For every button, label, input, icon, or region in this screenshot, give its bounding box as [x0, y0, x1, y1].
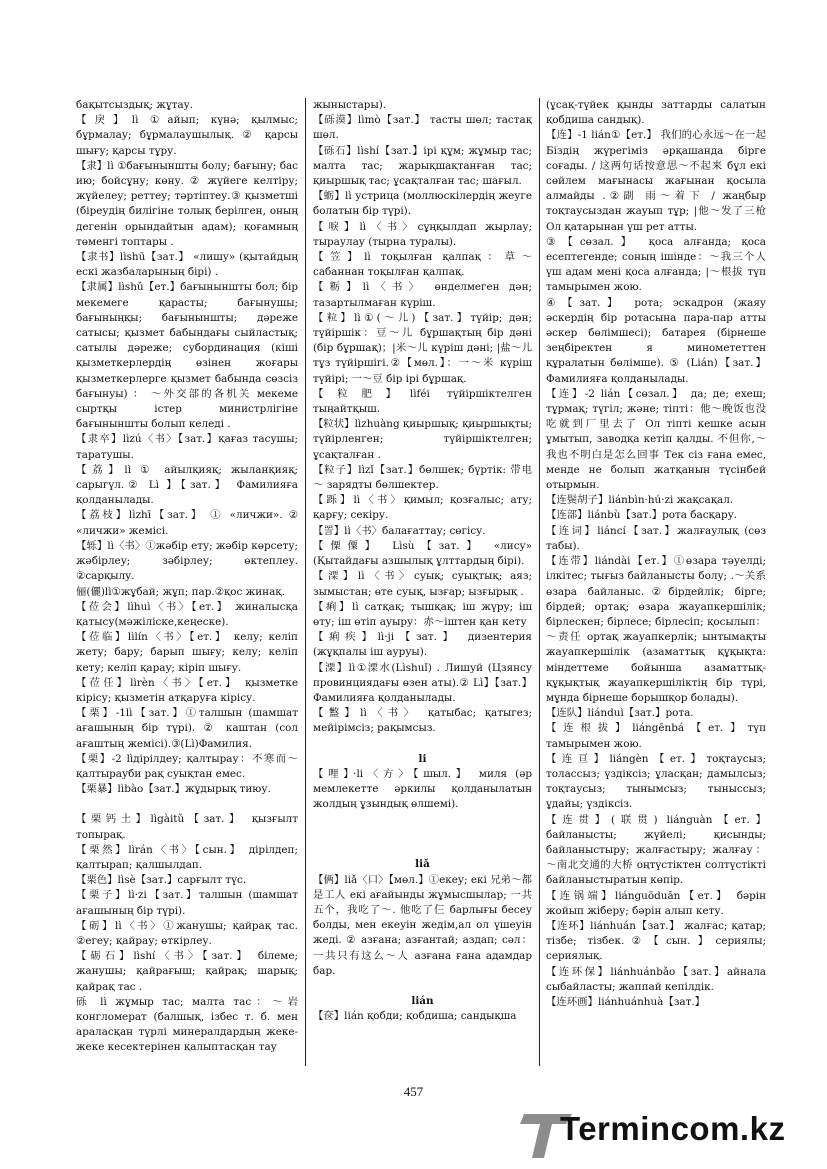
dictionary-entry: 【砺石】lìshí〈书〉【зат.】 білеме; жанушы; қайрағыш; қайрақ; шарық; қайрақ тас .: [76, 950, 298, 993]
dictionary-column-2: [313, 98, 532, 1064]
dictionary-entry: 【莅任】lìrèn〈书〉【ет.】 қызметке кірісу; қызметін атқаруға кірісу.: [76, 676, 298, 704]
blank-line: [76, 797, 298, 812]
section-heading: liǎ: [415, 858, 430, 871]
dictionary-entry: 【栗然】lìrán〈书〉【сын.】 дірілдеп; қалтырап; қалшылдап.: [76, 843, 298, 871]
dictionary-entry: 【连贯】(联贯) liánguàn【ет.】 байланысты; жүйелі; қисынды; байланыстыру; жалғастыру; жалғау：～南北交通的大桥 оңтүстіктен солтүстікті байланыстыратын көпір.: [546, 813, 766, 887]
dictionary-entry: 【连队】liánduì【зат.】рота.: [546, 707, 694, 720]
dictionary-entry: 【连根拔】liángēnbá【ет.】түп тамырымен жою.: [546, 722, 766, 750]
dictionary-column-1: [76, 98, 298, 1064]
dictionary-entry: 【詈】lì〈书〉балағаттау; сөгісу.: [313, 524, 486, 537]
dictionary-entry: 【连带】liándài【ет.】①өзара тәуелді; ілкітес; тығыз байланысты болу; .～关系 өзара байланыс.②бірдейлік; бірге; бірдей; ортақ; өзара жауапкершілік; бірлескен; бірлесе; бірлесіп; қосылып：～责任 ортақ жауапкерлік; ынтымақты жауапкершілік (азаматтық құқықта: міндеттеме бойынша азаматтық-құқықтық жауапкершіліктің бір түрі, мұнда бірнеше борышқор болады).: [546, 555, 766, 704]
dictionary-entry: 【俩】liǎ〈口〉【мөл.】①екеу; екі 兄弟～都是工人 екі ағайынды жұмысшылар; 一共五个，我吃了～. 他吃了仨 барлығы бесеу болды, мен екеуін жедім,ал ол үшеуін жеді. ② азғана; азғантай; аздап; сәл：一共只有这么～人 азғана ғана адамдар бар.: [313, 873, 532, 977]
blank-line: [313, 979, 532, 994]
dictionary-entry: 【莅临】lìlín〈书〉【ет.】 келу; келіп жету; бару; барып шығу; келу; келіп кету; келіп қарау; кіріп шығу.: [76, 631, 298, 674]
dictionary-entry: 【栗暴】lìbào【зат.】жұдырық тиюу.: [76, 783, 271, 796]
dictionary-entry: ③【сөзал.】 қоса алғанда; қоса есептегенде; соның ішінде：～我三个人 үш адам мені қоса алғанда; |～根拔 түп тамырымен жою.: [546, 235, 766, 294]
dictionary-entry: 【溧】lì〈书〉суық; суықтық; аяз; зымыстан; өте суық, ызғар; ызғырық .: [313, 570, 532, 598]
dictionary-entry: 【轹】lì〈书〉①жәбір ету; жәбір көрсету; жәбірлеу; зәбірлеу; өктеплеу. ②сарқылу.: [76, 539, 298, 583]
dictionary-entry: ④【зат.】 рота; эскадрон (жаяу әскердің бір ротасына пара-пар атты әскер бөлімшесі); батарея (бірнеше зеңбіректен я миномететтен құралатын бөлімше). ⑤ (Lián)【зат.】 Фамилияға қолданылады.: [546, 296, 766, 385]
dictionary-entry: 砾 lì жұмыр тас; малта тас：～岩 конгломерат (балшық, ізбес т. б. мен араласқан түрлі минералдардың жеке-жеке кесектерінен қалыптасқан тау: [76, 995, 298, 1054]
dictionary-entry: жыныстары).: [313, 99, 387, 111]
dictionary-entry: 【荔】lì ① айылқияқ; жыланқияқ; сарыгүл.② Lì 】【зат.】 Фамилияға қолданылады.: [76, 463, 298, 507]
dictionary-entry: 【连】-2 lián【сөзал.】 да; де; ехеш; тұрмақ; түгіл; және; тіпті：他～晚饭也没吃就到厂里去了 Ол тіпті кешке асын ұмытып, заводқа кетіп қалды. 不但你,～我也不明白是怎么回事 Тек сіз ғана емес, менде не болып жатқанын түсінбей отырмын.: [546, 387, 766, 492]
dictionary-entry: 【哩】·li〈方〉【шыл.】 миля (әр мемлекетте әркилы қолданылатын жолдың ұзындық өлшемі).: [313, 767, 532, 811]
dictionary-entry: 【荔枝】lìzhī【зат.】 ① «личжи». ② «личжи» жемісі.: [76, 509, 298, 537]
dictionary-entry: 【笠】lì тоқылған қалпақ：草～ сабаннан тоқылған қалпақ.: [313, 251, 532, 279]
dictionary-entry: 【连鬓胡子】liánbìn·hú·zi жақсақал.: [546, 494, 734, 507]
dictionary-entry: 【痢疾】lì·ji【зат.】 дизентерия (жұқпалы іш ауруы).: [313, 631, 532, 659]
dictionary-entry: 【粒】lì①(～儿)【зат.】түйір; дән; түйіршік：豆～儿 бұршақтың бір дәні (бір бұршақ)；|米～儿 күріш дәні; |盐～儿 тұз түйіршігі.②【мөл.】：一～米 күріш түйірі; 一～豆 бір ірі бұршақ.: [313, 311, 532, 385]
dictionary-entry: 【连亘】liángèn【ет.】тоқтаусыз; толассыз; үздіксіз; ұласқан; дамылсыз; тоқтаусыз; тынымсыз; тыныссыз; ұдайы; үздіксіз.: [546, 752, 766, 811]
section-heading: li: [418, 752, 427, 765]
dictionary-entry: 【唳】lì〈书〉сұңқылдап жырлау; тыраулау (тырна туралы).: [313, 220, 532, 248]
dictionary-entry: 【连锅端】liánguōduān【ет.】 бәрін жойып жіберу; бәрін алып кету.: [546, 889, 766, 917]
dictionary-entry: 【连】-1 lián①【ет.】 我们的心永远～在一起 Біздің жүрегіміз әрқашанда бірге соғады. / 这两句话按意思～不起来 бұл екі сөйлем мағынасы жағынан қосыла алмайды .②副 雨～着下 / жаңбыр тоқтаусыздан жауып тұр; |他～发了三枪 Ол қатарынан үш рет атты.: [546, 129, 766, 233]
dictionary-entry: 【栗】-1lì【зат.】①талшын (шамшат ағашының бір түрі). ② каштан (сол ағаштың жемісі).③(Lì)Фамилия.: [76, 707, 298, 750]
dictionary-entry: 【跞】lì〈书〉қимыл; қозғалыс; ату; қарғу; секіру.: [313, 494, 532, 522]
dictionary-entry: 【溧】lì①溧水(Lìshuǐ) . Лишуй (Цзянсу провинциядағы өзен аты).② Lì】【зат.】Фамилияға қолданылады.: [313, 661, 532, 704]
dictionary-entry: 【粝】lì〈书〉 өнделмеген дән; тазартылмаған күріш.: [313, 281, 532, 309]
section-heading: lián: [411, 994, 434, 1007]
dictionary-entry: 【莅会】lìhuì〈书〉【ет.】 жиналысқа қатысу(мәжіліске,кеңеске).: [76, 600, 298, 628]
dictionary-entry: 【连环】liánhuán【зат.】 жалғас; қатар; тізбе; тізбек.②【сын.】сериялы; сериялық.: [546, 919, 766, 963]
dictionary-entry: 【连环画】liánhuánhuà【зат.】: [546, 995, 706, 1008]
dictionary-entry: 【戾】lì ①айып; күнә; қылмыс; бұрмалау; бұрмалаушылық. ② қарсы шығу; қарсы тұру.: [76, 114, 298, 157]
page-number: 457: [403, 1084, 424, 1099]
dictionary-entry: 【砺】lì〈书〉①жанушы; қайрақ тас. ②егеу; қайрау; өткірлеу.: [76, 919, 298, 947]
blank-line: [313, 842, 532, 857]
dictionary-entry: 【连词】liáncí【зат.】жалғаулық (сөз табы).: [546, 524, 766, 552]
dictionary-entry: 【痢】lì сатқақ; тышқақ; іш жүру; іш өту; іш өтіп ауыру：赤～іштен қан кету: [313, 600, 532, 628]
dictionary-entry: 【粒子】lìzǐ【зат.】бөлшек; бүртік: 带电～ зарядты бөлшектер.: [313, 463, 532, 492]
dictionary-entry: 【隶书】lìshū【зат.】 «лишу» (қытайдың ескі жазбаларының бірі) .: [76, 251, 298, 279]
blank-line: [313, 827, 532, 842]
dictionary-entry: 【隶属】lìshǔ【ет.】бағыныншты бол; бір мекемеге қарасты; бағынушы; бағыныңқы; бағыныншты; дәреже сатысы; қызмет бабындағы сыйластық; сатылы дәреже; субординация (кіші қызметкерлердің өзінен жоғары қызметкерлерге қызмет бабында сөзсіз бағынуы) ： ～外交部的各机关 мекеме сыртқы істер министрлігіне бағыныншты болып келеді .: [76, 281, 298, 431]
dictionary-entry: 【栗钙土】lìgàitǔ【зат.】 қызғылт топырақ.: [76, 813, 298, 841]
blank-line: [313, 812, 532, 827]
dictionary-entry: 【粒肥】lìféi түйіршіктелген тыңайтқыш.: [313, 387, 532, 416]
dictionary-entry: 【砾漠】lìmò【зат.】 тасты шөл; тастақ шөл.: [313, 114, 532, 142]
watermark-text: Termincom.kz: [560, 1110, 786, 1147]
dictionary-entry: 【蛎】lì устрица (моллюскілердің жеуге болатын бір түрі).: [313, 190, 532, 218]
blank-line: [313, 737, 532, 752]
dictionary-entry: 【栗色】lìsè【зат.】сарғылт түс.: [76, 874, 247, 887]
dictionary-column-3: [546, 98, 766, 1064]
dictionary-entry: 【连环保】liánhuánbǎo【зат.】айнала сыбайласты; жаппай кепілдік.: [546, 965, 766, 993]
dictionary-entry: 【盭】lì〈书〉 қатыбас; қатыгез; мейірімсіз; рақымсыз.: [313, 707, 532, 735]
dictionary-entry: 【奁】lián қобди; қобдиша; сандықша: [313, 1010, 517, 1023]
dictionary-entry: 【傈僳】 Lìsù【зат.】 «лису» (Қытайдағы азшылық ұлттардың бірі).: [313, 539, 532, 568]
column-divider: [539, 98, 540, 1066]
dictionary-entry: 【栗子】lì·zi【зат.】талшын (шамшат ағашының бір түрі).: [76, 889, 298, 917]
dictionary-entry: 【隶】lì ①бағыныншты болу; бағыну; бас ию; бойсұну; көну. ② жүйеге келтіру; жүйелеу; реттеу; тәртіптеу.③ қызметші (біреудің билігіне толық берілген, оның дегенін орындайтын адам); қоғамның төменгі топтары .: [76, 159, 298, 248]
dictionary-entry: 【栗】-2 lìдірілдеу; қалтырау：不寒而～ қалтырауби рақ суықтан емес.: [76, 752, 298, 780]
site-watermark: [520, 1104, 820, 1160]
column-divider: [305, 98, 306, 1066]
dictionary-entry: 【隶卒】lìzú〈书〉【зат.】қағаз тасушы; таратушы.: [76, 433, 298, 461]
dictionary-entry: 【粒状】lìzhuàng қиыршық; қиыршықты; түйірленген; түйіршіктелген; ұсақталған .: [313, 418, 532, 461]
dictionary-entry: 俪(儷)lì①жұбай; жұп; пар.②қос жинақ.: [76, 585, 285, 598]
dictionary-entry: 【砾石】lìshí【зат.】ірі құм; жұмыр тас; малта тас; жарықшақтанған тас; қиыршық тас; ұсақталған тас; шағыл.: [313, 144, 532, 188]
dictionary-entry: 【连部】liánbù【зат.】рота басқару.: [546, 509, 738, 522]
dictionary-entry: (ұсақ-түйек қынды заттарды салатын қобдиша сандық).: [546, 99, 766, 127]
dictionary-entry: бақытсыздық; жұтау.: [76, 99, 194, 111]
